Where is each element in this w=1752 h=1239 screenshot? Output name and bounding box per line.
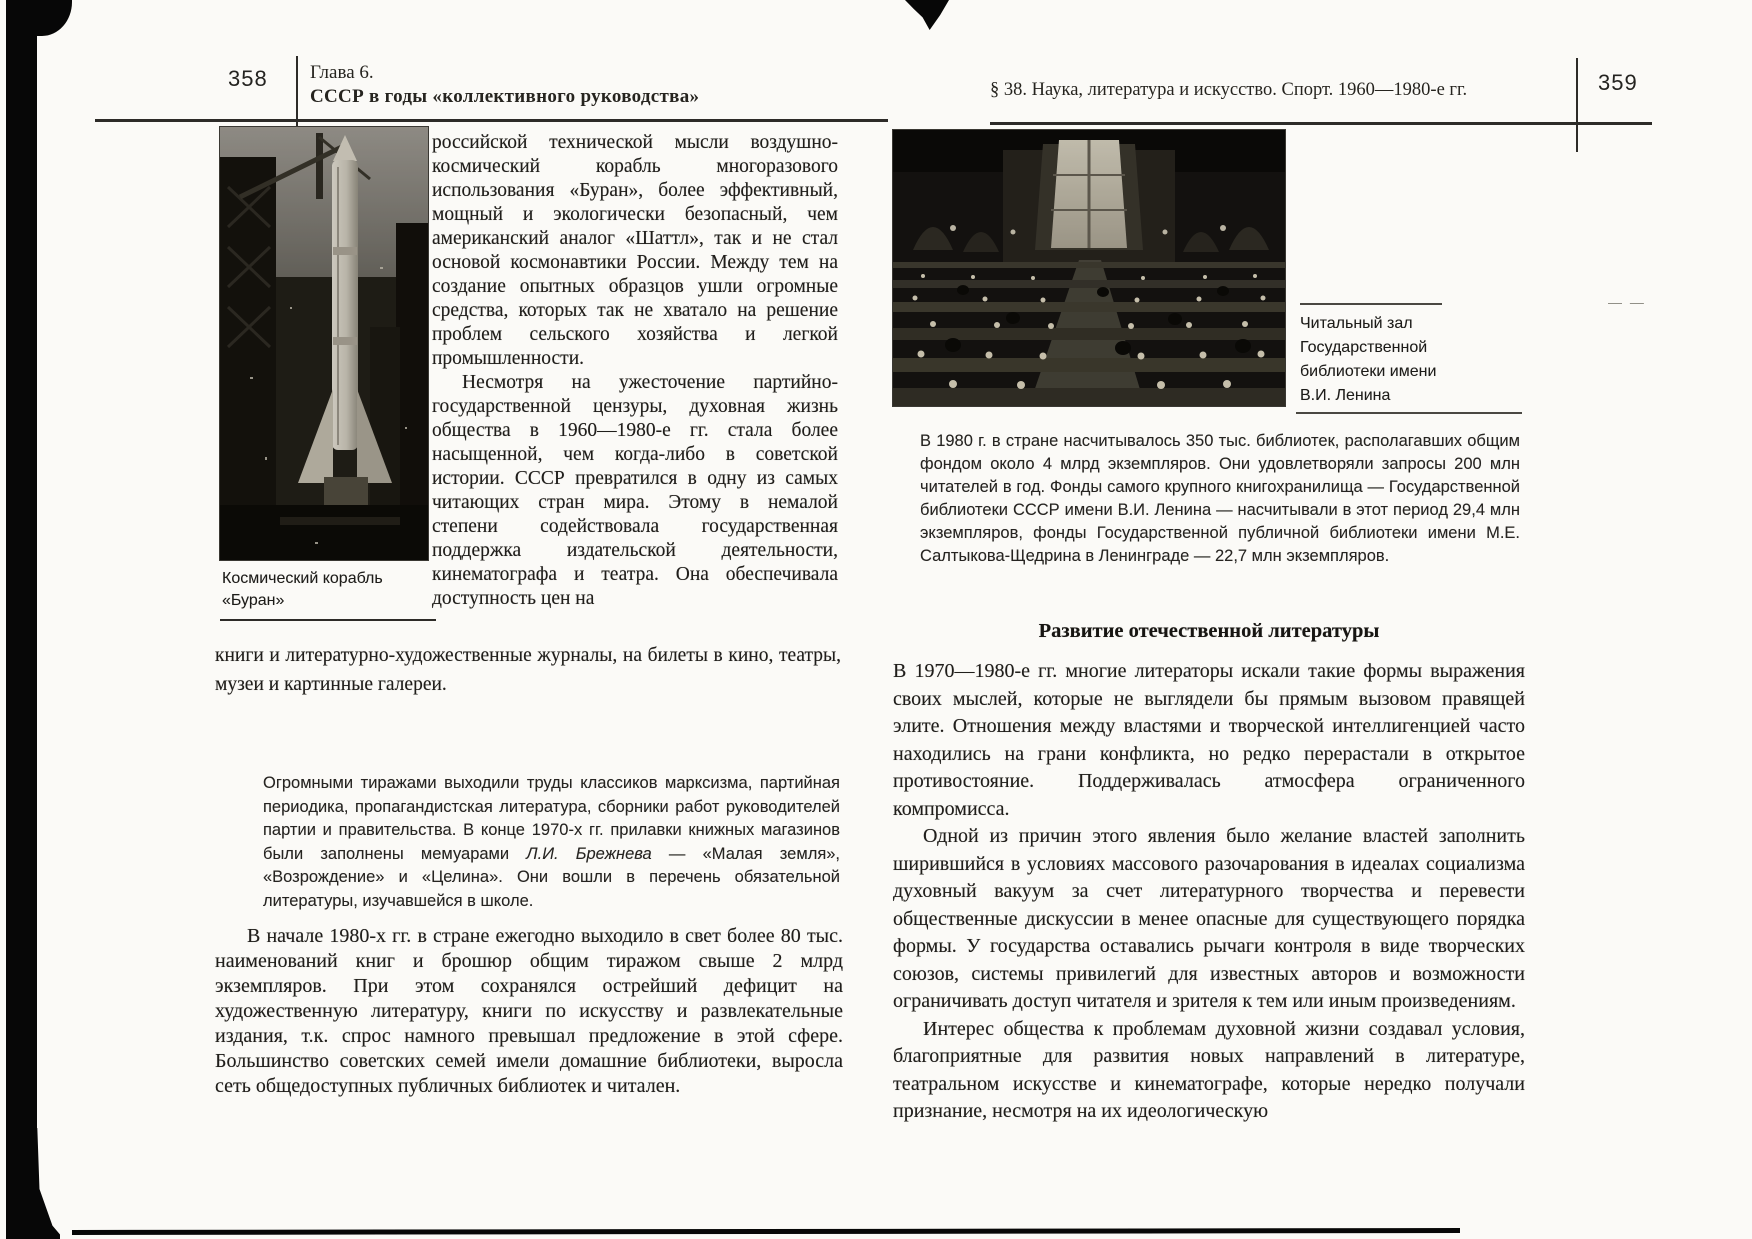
paragraph-causes: Одной из причин этого явления было желание властей заполнить ширившийся в условиях массового разочарования в идеалах социализма духовный вакуум за счет литературного творчества и перевести общественные дискуссии в менее опасные для существующего порядка формы. У государства оставались рычаги контроля в виде творческих союзов, системы привилегий для известных авторов и возможности ограничивать доступ читателя и зрителя к тем или иным произведениям. — [893, 825, 1525, 1012]
library-photo-image — [893, 130, 1285, 406]
library-caption-rule-bottom — [1296, 412, 1522, 414]
paragraph-buran: российской технической мысли воздушно-космический корабль многоразового использования «Буран», более эффективный, мощный и экологически безопасный, чем американский аналог «Шаттл», так и не стал основой космонавтики России. Между тем на создание опытных образцов ушли огромные средства, которых так не хватало на решение проблем сельского хозяйства и легкой промышленности. — [432, 132, 838, 369]
small-print-part-a: Огромными тиражами выходили труды классиков марксизма, партийная периодика, пропагандистская литература, сборники работ руководителей партии и правительства. В конце 1970-х гг. прилавки книжных магазинов были заполнены мемуарами — [263, 774, 840, 863]
library-caption-line2: Государственной — [1300, 339, 1428, 356]
buran-caption-line1: Космический корабль — [222, 570, 383, 587]
paragraph-interest: Интерес общества к проблемам духовной жизни создавал условия, благоприятные для развития новых направлений в литературе, театральном искусстве и кинематографе, которые нередко получали признание, несмотря на их идеологическую — [893, 1017, 1525, 1122]
chapter-header-line2: СССР в годы «коллективного руководства» — [310, 86, 700, 107]
paragraph-writers: В 1970—1980-е гг. многие литераторы искали такие формы выражения своих мыслей, которые не выглядели бы прямым вызовом правящей элите. Отношения между властями и творческой интеллигенцией часто находились на грани конфликта, но редко перерастали в открытое противостояние. Поддерживалась атмосфера ограниченного компромисса. — [893, 660, 1525, 820]
header-rule-right — [990, 122, 1652, 125]
chapter-header-line1: Глава 6. — [310, 62, 374, 83]
scan-artifact-top-left-blob — [6, 0, 72, 36]
library-caption-rule-top — [1300, 303, 1442, 305]
library-caption-line3: библиотеки имени — [1300, 363, 1437, 380]
section-header-right: § 38. Наука, литература и искусство. Спорт. 1960—1980-е гг. — [990, 80, 1468, 100]
paragraph-book-output: В начале 1980-х гг. в стране ежегодно выходило в свет более 80 тыс. наименований книг и брошюр общим тиражом свыше 2 млрд экземпляров. При этом сохранялся острейший дефицит на художественную литературу, книги по искусству и развлекательные издания, т.к. спрос намного превышал предложение в этой сфере. Большинство советских семей имели домашние библиотеки, выросла сеть общедоступных публичных библиотек и читален. — [215, 925, 843, 1097]
scan-artifact-bottom-left-blob — [6, 1128, 60, 1239]
left-small-print — [263, 772, 840, 913]
scan-artifact-top-center-mark — [905, 0, 949, 30]
right-body-text — [893, 658, 1525, 1126]
right-small-print: В 1980 г. в стране насчитывалось 350 тыс. библиотек, располагавших общим фондом около 4 млрд экземпляров. Они удовлетворяли запросы 200 млн читателей в год. Фонды самого крупного книгохранилища — Государственной библиотеки СССР имени В.И. Ленина — насчитывали в этот период 29,4 млн экземпляров, фонды Государственной публичной библиотеки имени М.Е. Салтыкова-Щедрина в Ленинграде — 22,7 млн экземпляров. — [920, 432, 1520, 565]
scan-artifact-bottom-line — [72, 1228, 1460, 1235]
left-column-text — [432, 131, 838, 611]
paragraph-censorship: Несмотря на ужесточение партийно-государственной цензуры, духовная жизнь общества в 1960—1980-е гг. стала более насыщенной, чем когда-либо в советской истории. СССР превратился в одну из самых читающих стран мира. Этому в немалой степени содействовала государственная поддержка издательской деятельности, кинематографа и театра. Она обеспечивала доступность цен на — [432, 372, 838, 609]
small-print-brezhnev-italic: Л.И. Брежнева — [526, 844, 652, 863]
header-rule-left — [95, 119, 888, 122]
page-number-left: 358 — [228, 66, 268, 91]
buran-photo-image — [220, 127, 428, 560]
section-heading-literature: Развитие отечественной литературы — [1038, 620, 1380, 642]
library-photo — [893, 130, 1285, 406]
left-wide-continuation: книги и литературно-художественные журналы, на билеты в кино, театры, музеи и картинные галереи. — [215, 645, 841, 695]
scan-artifact-left-edge — [6, 0, 37, 1239]
library-caption-line1: Читальный зал — [1300, 315, 1413, 332]
buran-caption-line2: «Буран» — [222, 592, 285, 609]
buran-photo — [220, 127, 428, 560]
library-caption-line4: В.И. Ленина — [1300, 387, 1391, 404]
left-last-paragraph-block — [215, 924, 843, 1099]
scan-dash-marks: — — — [1608, 294, 1646, 310]
page-number-right: 359 — [1598, 70, 1638, 95]
header-divider-right — [1576, 58, 1578, 152]
buran-caption-rule — [220, 619, 436, 621]
small-print-part-b: — «Малая земля», «Возрождение» и «Целина». Они вошли в перечень обязательной литературы, изучавшейся в школе. — [263, 844, 841, 910]
